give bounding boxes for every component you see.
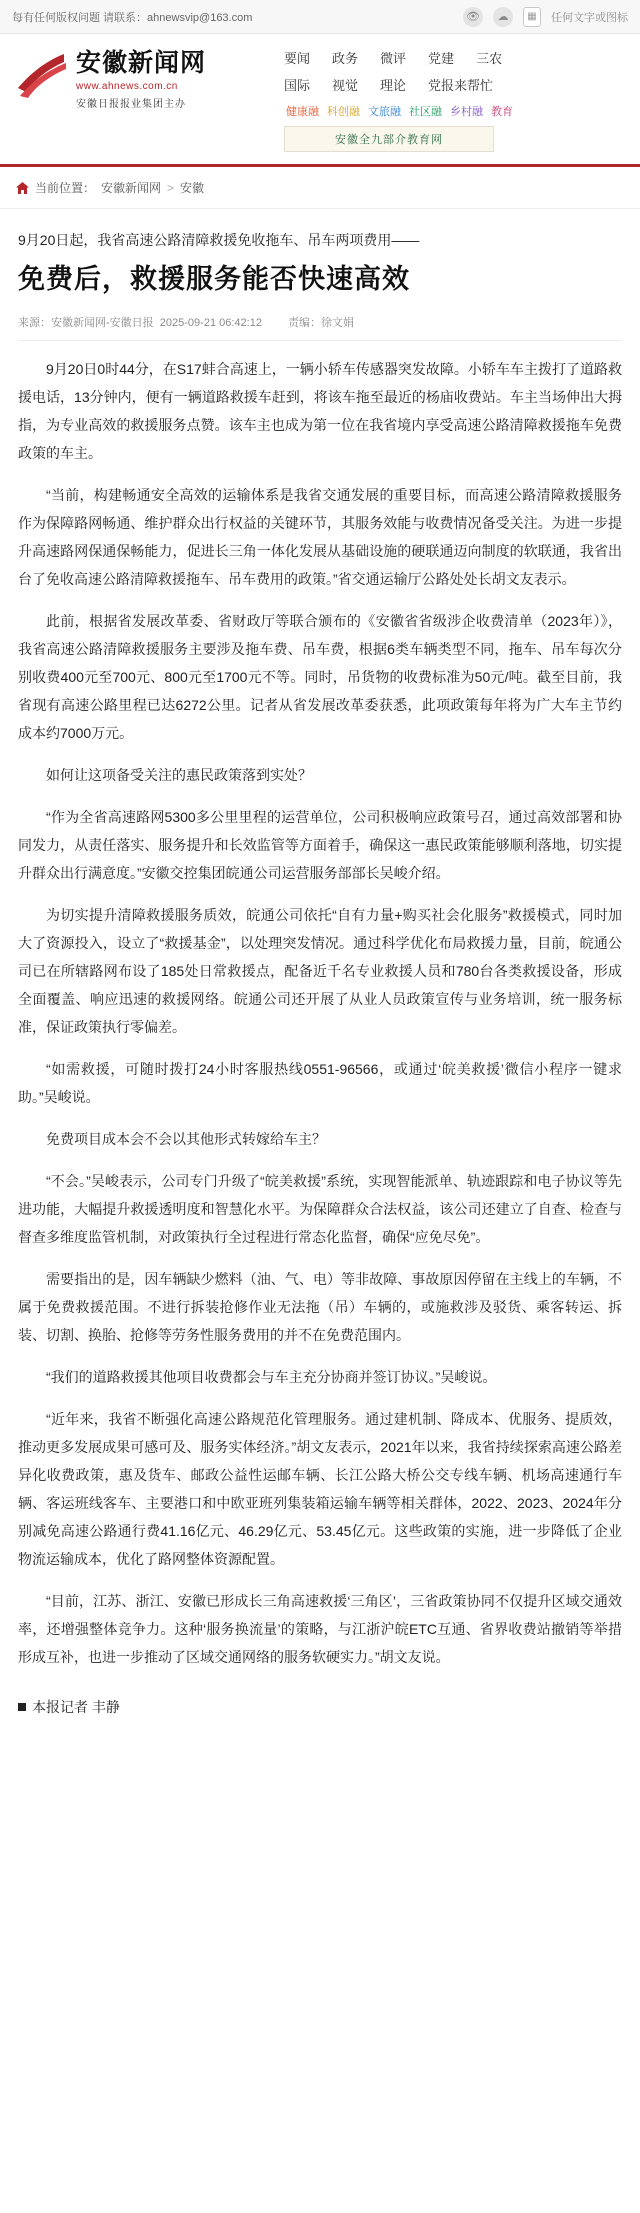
article-kicker: 9月20日起，我省高速公路清障救援免收拖车、吊车两项费用——: [18, 232, 420, 248]
breadcrumb: [0, 167, 640, 209]
main-navigation: [266, 48, 624, 152]
nav-row-primary: [284, 48, 624, 67]
nav-row-secondary: [284, 75, 624, 94]
article-paragraph: “近年来，我省不断强化高速公路规范化管理服务。通过建机制、降成本、优服务、提质效，推动更多发展成果可感可及、服务实体经济。”胡文友表示，2021年以来，我省持续探索高速公路差异化收费政策，惠及货车、邮政公益性运邮车辆、长江公路大桥公交专线车辆、机场高速通行车辆、客运班线客车、主要港口和中欧亚班列集装箱运输车辆等相关群体，2022、2023、2024年分别减免高速公路通行费41.16亿元、46.29亿元、53.45亿元。这些政策的实施，进一步降低了企业物流运输成本，优化了路网整体资源配置。: [18, 1410, 622, 1567]
search-hint[interactable]: 任何文字或图标: [551, 11, 628, 24]
topbar-icons: [463, 7, 628, 27]
article: [0, 209, 640, 1731]
article-paragraph: 需要指出的是，因车辆缺少燃料（油、气、电）等非故障、事故原因停留在主线上的车辆，不属于免费救援范围。不进行拆装抢修作业无法拖（吊）车辆的，或施救涉及驳货、乘客转运、拆装、切割、换胎、抢修等劳务性服务费用的并不在免费范围内。: [18, 1270, 622, 1343]
nav-item-4[interactable]: 三农: [476, 51, 503, 66]
logo-mark-icon: [16, 48, 68, 100]
logo-title: 安徽新闻网: [76, 50, 207, 77]
article-byline: [18, 1693, 622, 1721]
breadcrumb-label: 当前位置：: [35, 181, 96, 195]
nav-item-6[interactable]: 视觉: [332, 78, 359, 93]
home-icon[interactable]: [16, 182, 29, 194]
channel-tag-1[interactable]: 科创融: [327, 106, 360, 118]
channel-tag-3[interactable]: 社区融: [409, 106, 442, 118]
breadcrumb-item-1[interactable]: 安徽: [180, 181, 205, 195]
bullet-icon: [18, 1703, 26, 1711]
article-source: 来源：安徽新闻网-安徽日报 2025-09-21 06:42:12: [18, 316, 262, 329]
article-paragraph: 如何让这项备受关注的惠民政策落到实处？: [46, 766, 312, 783]
channel-tag-2[interactable]: 文旅融: [368, 106, 401, 118]
nav-item-2[interactable]: 微评: [380, 51, 407, 66]
page-title: 免费后，救援服务能否快速高效: [18, 264, 410, 295]
top-utility-bar: [0, 0, 640, 34]
article-paragraph: “我们的道路救援其他项目收费都会与车主充分协商并签订协议。”吴峻说。: [46, 1368, 497, 1385]
article-paragraph: “目前，江苏、浙江、安徽已形成长三角高速救援‘三角区’，三省政策协同不仅提升区域交通效率，还增强整体竞争力。这种‘服务换流量’的策略，与江浙沪皖ETC互通、省界收费站撤销等举措形成互补，也进一步推动了区域交通网络的服务软硬实力。”胡文友说。: [18, 1592, 622, 1665]
article-editor: 责编：徐文娟: [287, 316, 354, 329]
nav-item-7[interactable]: 理论: [380, 78, 407, 93]
article-paragraph: 为切实提升清障救援服务质效，皖通公司依托“自有力量+购买社会化服务”救援模式，同时加大了资源投入，设立了“救援基金”，以处理突发情况。通过科学优化布局救援力量，目前，皖通公司已在所辖路网布设了185处日常救援点，配备近千名专业救援人员和780台各类救援设备，形成全面覆盖、响应迅速的救援网络。皖通公司还开展了从业人员政策宣传与业务培训，统一服务标准，保证政策执行零偏差。: [18, 906, 622, 1035]
channel-tags: [284, 102, 624, 120]
article-body: [18, 355, 622, 1671]
nav-item-0[interactable]: 要闻: [284, 51, 311, 66]
article-paragraph: “作为全省高速路网5300多公里里程的运营单位，公司积极响应政策号召，通过高效部署和协同发力，从责任落实、服务提升和长效监管等方面着手，确保这一惠民政策能够顺利落地，切实提升群众出行满意度。”安徽交控集团皖通公司运营服务部部长吴峻介绍。: [18, 808, 622, 881]
channel-tag-4[interactable]: 乡村融: [450, 106, 483, 118]
cloud-icon[interactable]: ☁: [493, 7, 513, 27]
channel-tag-0[interactable]: 健康融: [286, 106, 319, 118]
nav-item-8[interactable]: 党报来帮忙: [428, 78, 494, 93]
byline-text: 本报记者 丰静: [32, 1698, 120, 1715]
article-paragraph: 9月20日0时44分，在S17蚌合高速上，一辆小轿车传感器突发故障。小轿车车主拨打了道路救援电话，13分钟内，便有一辆道路救援车赶到，将该车拖至最近的杨庙收费站。车主当场伸出大拇指，为专业高效的救援服务点赞。该车主也成为第一位在我省境内享受高速公路清障救援拖车免费政策的车主。: [18, 360, 622, 461]
eye-icon[interactable]: 👁: [463, 7, 483, 27]
channel-tag-5[interactable]: 教育: [491, 106, 513, 118]
article-paragraph: “不会。”吴峻表示，公司专门升级了“皖美救援”系统，实现智能派单、轨迹跟踪和电子协议等先进功能，大幅提升救援透明度和智慧化水平。为保障群众合法权益，该公司还建立了自查、检查与督查多维度监管机制，对政策执行全过程进行常态化监督，确保“应免尽免”。: [18, 1172, 622, 1245]
article-paragraph: “如需救援，可随时拨打24小时客服热线0551-96566，或通过‘皖美救援’微信小程序一键求助。”吴峻说。: [18, 1060, 622, 1105]
article-meta: [18, 314, 622, 341]
article-paragraph: 此前，根据省发展改革委、省财政厅等联合颁布的《安徽省省级涉企收费清单（2023年）》，我省高速公路清障救援服务主要涉及拖车费、吊车费，根据6类车辆类型不同，拖车、吊车每次分别收费400元至700元、800元至1700元不等。同时，吊货物的收费标准为50元/吨。截至目前，我省现有高速公路里程已达6272公里。记者从省发展改革委获悉，此项政策每年将为广大车主节约成本约7000万元。: [18, 612, 622, 741]
card-icon[interactable]: ▦: [523, 7, 541, 27]
nav-item-1[interactable]: 政务: [332, 51, 359, 66]
breadcrumb-separator: >: [167, 180, 175, 195]
site-logo[interactable]: [16, 48, 266, 152]
breadcrumb-item-0[interactable]: 安徽新闻网: [101, 181, 162, 195]
nav-item-5[interactable]: 国际: [284, 78, 311, 93]
logo-subtitle: 安徽日报报业集团主办: [76, 98, 186, 110]
nav-item-3[interactable]: 党建: [428, 51, 455, 66]
promo-banner[interactable]: 安徽全九部介教育网: [284, 126, 494, 152]
article-paragraph: “当前，构建畅通安全高效的运输体系是我省交通发展的重要目标，而高速公路清障救援服务作为保障路网畅通、维护群众出行权益的关键环节，其服务效能与收费情况备受关注。为进一步提升高速路网保通保畅能力，促进长三角一体化发展从基础设施的硬联通迈向制度的软联通，我省出台了免收高速公路清障救援拖车、吊车费用的政策。”省交通运输厅公路处处长胡文友表示。: [18, 486, 622, 587]
masthead: [0, 34, 640, 158]
article-paragraph: 免费项目成本会不会以其他形式转嫁给车主？: [46, 1130, 326, 1147]
copyright-notice: 每有任何版权问题 请联系：ahnewsvip@163.com: [12, 11, 253, 24]
logo-url: www.ahnews.com.cn: [76, 80, 178, 92]
